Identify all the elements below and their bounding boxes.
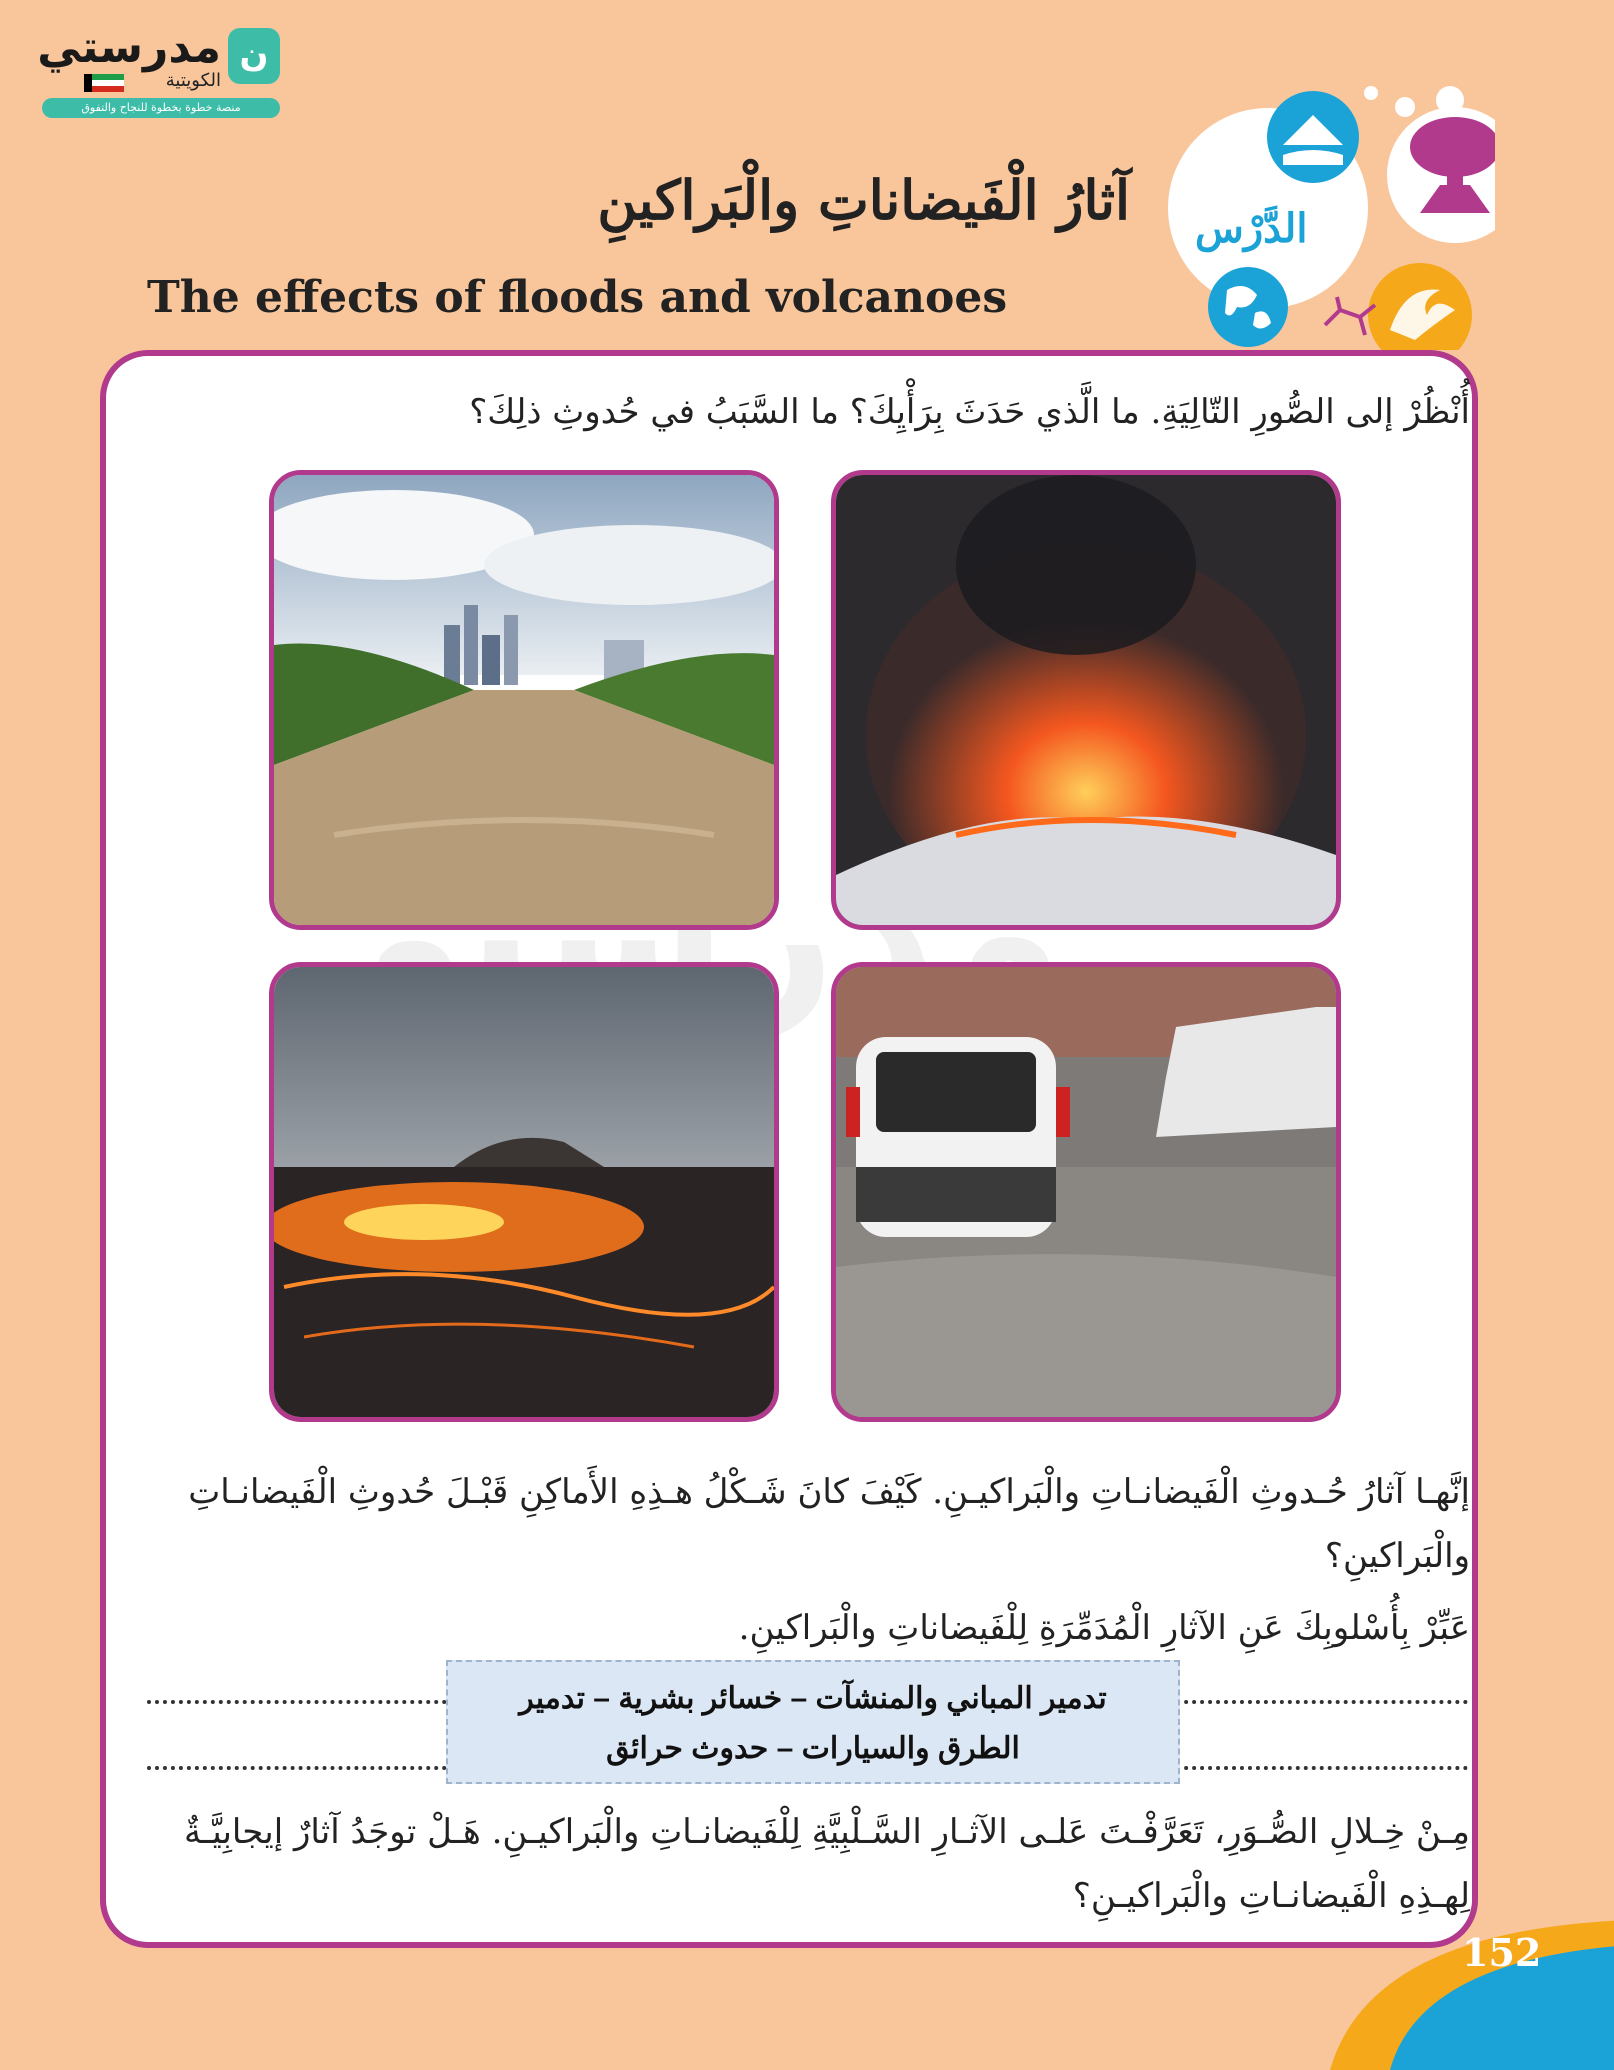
volcano-eruption-photo (831, 470, 1341, 930)
kuwait-flag-icon (84, 74, 124, 92)
site-logo (38, 22, 283, 122)
logo-tagline: منصة خطوة بخطوة للنجاح والتفوق (42, 98, 280, 118)
answer-line-1: تدمير المباني والمنشآت – خسائر بشرية – تدمير (519, 1682, 1107, 1715)
lesson-label: الدَّرْس (1195, 205, 1308, 252)
paragraph-positive-effects-question: مِـنْ خِـلالِ الصُّـوَرِ، تَعَرَّفْـتَ عَلـى الآثـارِ السَّـلْبِيَّةِ لِلْفَيضانـاتِ والْبَراكيـنِ. هَـلْ توجَدُ آثارٌ إيجابِيَّـةٌ لِهـذِهِ الْفَيضانـاتِ والْبَراكيـنِ؟ (184, 1812, 1470, 1916)
answer-box (446, 1660, 1180, 1784)
lava-field-photo (269, 962, 779, 1422)
flooded-river-photo (269, 470, 779, 930)
volcano-image (836, 475, 1336, 925)
logo-name: مدرستي (37, 22, 221, 73)
van-image (836, 967, 1336, 1417)
van-in-flood-photo (831, 962, 1341, 1422)
logo-subtitle: الكويتية (165, 70, 221, 91)
flood-image (274, 475, 774, 925)
logo-icon: ن (228, 28, 280, 84)
page-number: 152 (1462, 1930, 1542, 1975)
lesson-badge (1165, 85, 1495, 350)
intro-question: أُنْظُرْ إلى الصُّورِ التّالِيَةِ. ما الَّذي حَدَثَ بِرَأْيِكَ؟ ما السَّبَبُ في حُدوثِ ذلِكَ؟ (469, 392, 1470, 432)
paragraph-effects-question: إنَّهـا آثارُ حُـدوثِ الْفَيضانـاتِ والْبَراكيـنِ. كَيْفَ كانَ شَـكْلُ هـذِهِ الأَماكِنِ قَبْـلَ حُدوثِ الْفَيضانـاتِ والْبَراكينِ؟ (188, 1472, 1470, 1576)
page-title-arabic: آثارُ الْفَيضاناتِ والْبَراكينِ (597, 168, 1130, 232)
paragraph-express-prompt: عَبِّرْ بِأُسْلوبِكَ عَنِ الآثارِ الْمُدَمِّرَةِ لِلْفَيضاناتِ والْبَراكينِ. (738, 1608, 1470, 1648)
lava-image (274, 967, 774, 1417)
answer-line-2: الطرق والسيارات – حدوث حرائق (606, 1732, 1020, 1765)
page-title-english: The effects of floods and volcanoes (147, 272, 1008, 323)
page-corner-graphic (1330, 1900, 1614, 2070)
